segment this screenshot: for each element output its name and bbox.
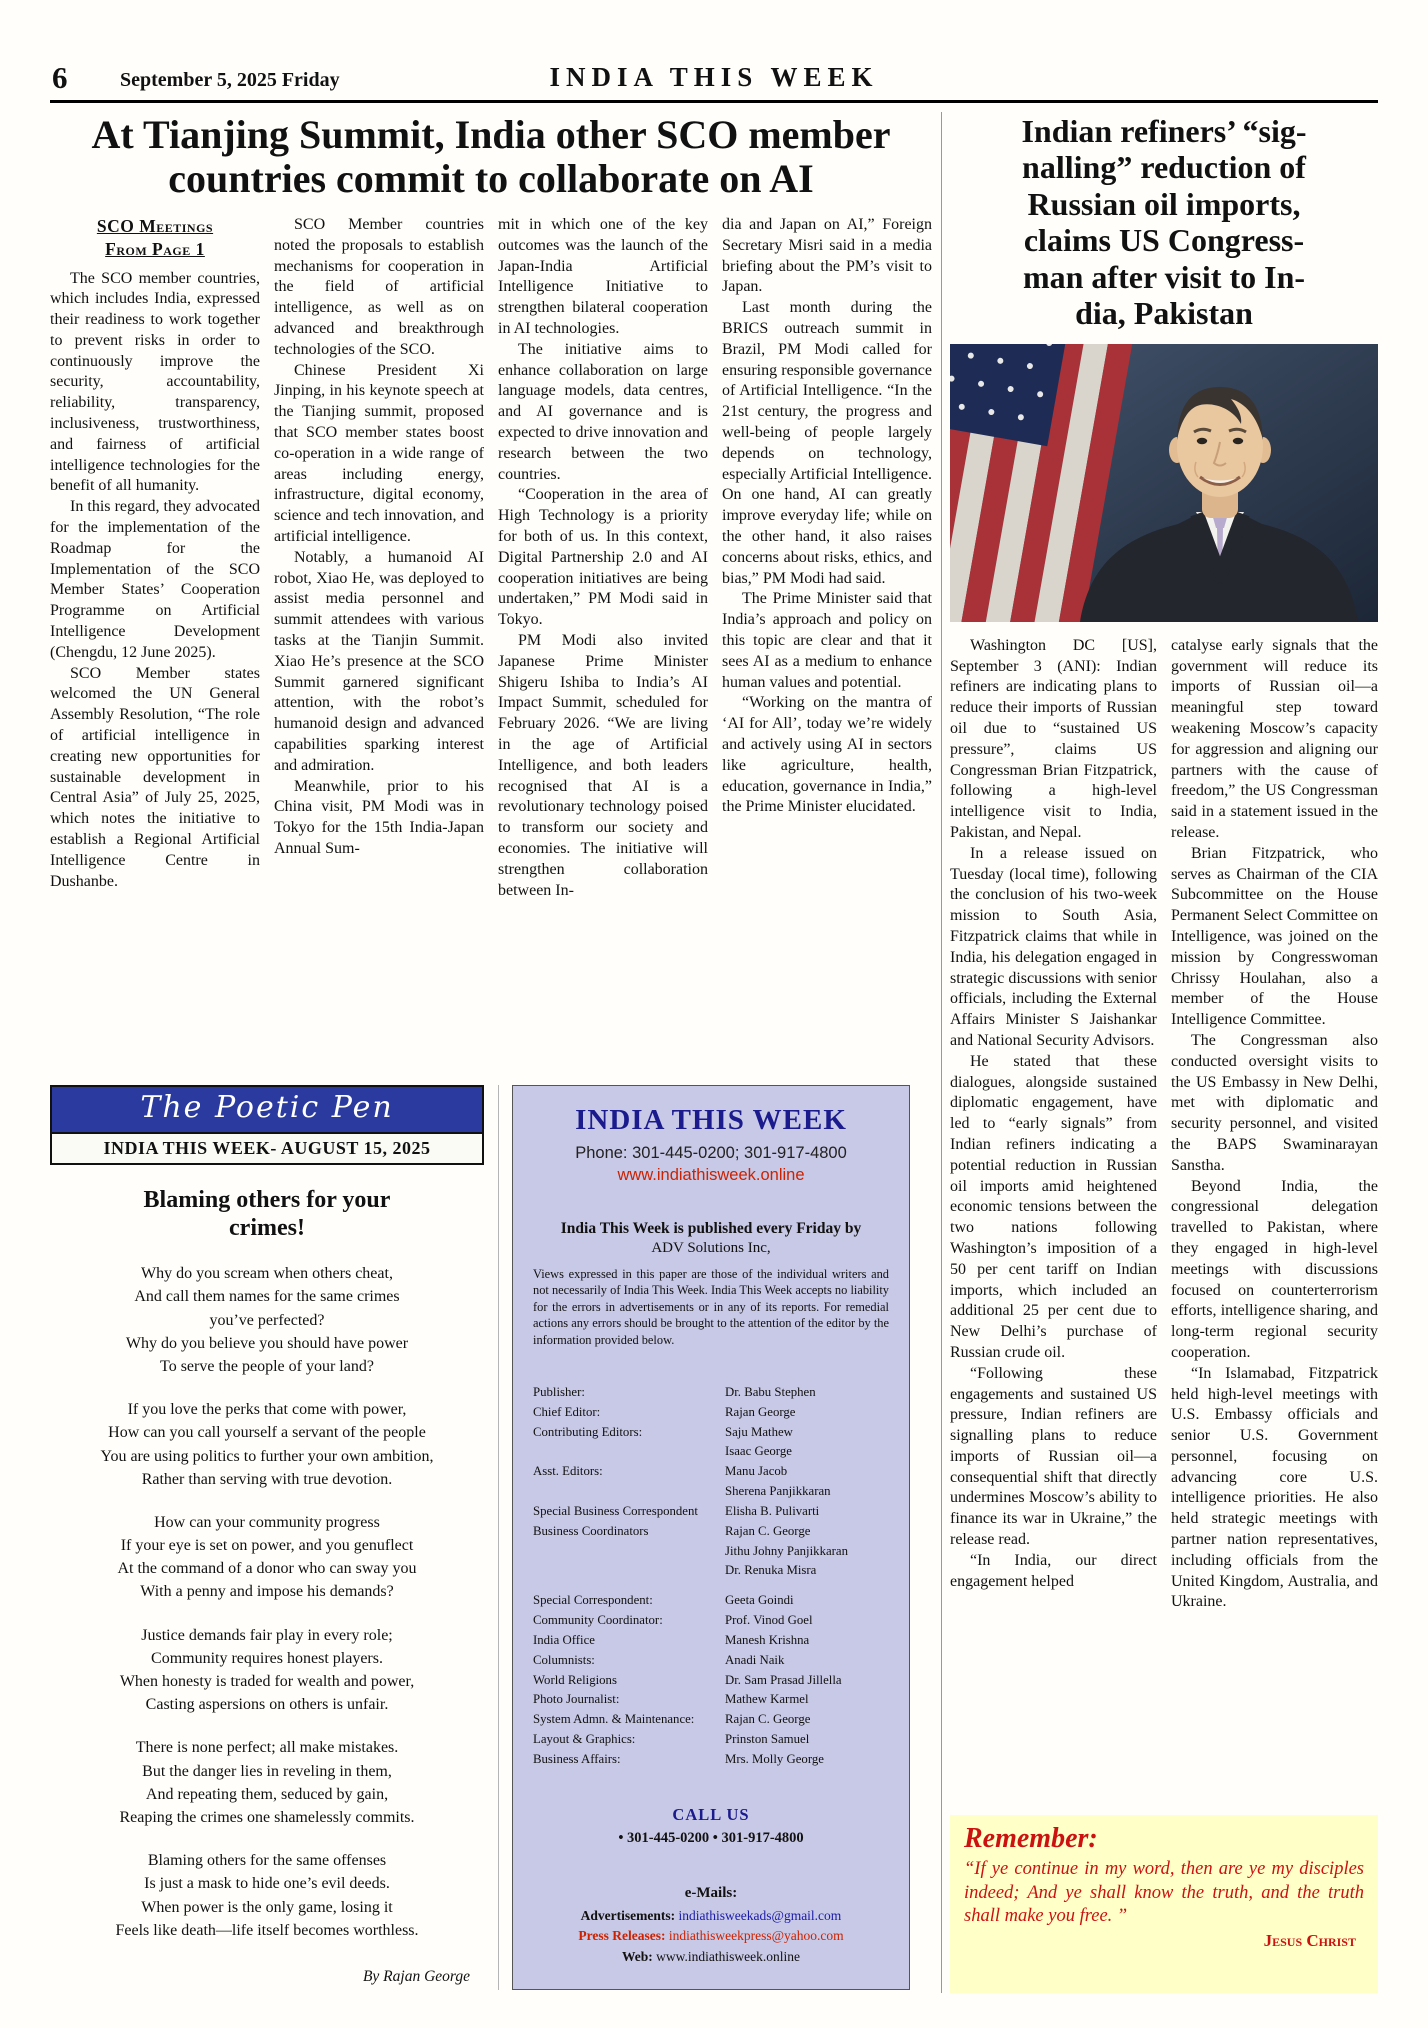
paragraph: SCO Member countries noted the proposals to establish mechanisms for cooperation in the field of artificial intelligence, as well as on advanced and breakthrough technologies of the SCO. <box>274 216 484 358</box>
poem-line: How can you call yourself a servant of the people <box>108 1424 426 1442</box>
staff-name: Rajan George <box>725 1404 796 1419</box>
staff-name: Jithu Johny Panjikkaran <box>725 1543 848 1558</box>
staff-name: Sherena Panjikkaran <box>725 1484 831 1499</box>
paragraph: The Prime Minister said that India’s approach and policy on this topic are clear and that it sees AI as a medium to enhance human values and potential. <box>722 590 932 691</box>
poetic-pen-section <box>50 1085 484 1986</box>
paragraph: “Working on the mantra of ‘AI for All’, today we’re widely and actively using AI in sectors like agriculture, health, education, governance in India,” the Prime Minister elucidated. <box>722 694 932 816</box>
press-email-line <box>533 1926 889 1946</box>
staff-role: India Office <box>533 1632 595 1647</box>
staff-name: Geeta Goindi <box>725 1593 794 1608</box>
poem-line: There is none perfect; all make mistakes. <box>135 1739 399 1757</box>
staff-role: Layout & Graphics: <box>533 1732 636 1747</box>
remember-box <box>950 1815 1378 1993</box>
staff-role: Business Coordinators <box>533 1523 649 1538</box>
staff-name: Manu Jacob <box>725 1464 788 1479</box>
poem-stanza <box>50 1624 484 1717</box>
poem-stanza <box>50 1262 484 1378</box>
staff-role: Special Business Correspondent <box>533 1503 698 1518</box>
staff-row <box>533 1542 889 1562</box>
staff-name: Rajan C. George <box>725 1712 811 1727</box>
article-column <box>50 215 260 1055</box>
paragraph: Beyond India, the congressional delegation travelled to Pakistan, where they engaged in high-level meetings with discussions focused on counterterrorism efforts, intelligence sharing, and long-term regional security cooperation. <box>1171 1177 1378 1361</box>
staff-name: Prinston Samuel <box>725 1732 810 1747</box>
staff-row <box>533 1631 889 1651</box>
headline-line: nalling” reduction of <box>1022 149 1306 186</box>
staff-row <box>533 1383 889 1403</box>
staff-row <box>533 1690 889 1710</box>
poem-line: you’ve perfected? <box>209 1311 325 1329</box>
article-column <box>498 215 708 1055</box>
staff-role: Business Affairs: <box>533 1751 621 1766</box>
poem-line: If you love the perks that come with power, <box>127 1401 407 1419</box>
poem-line: But the danger lies in reveling in them, <box>142 1762 392 1780</box>
staff-name: Mrs. Molly George <box>725 1751 824 1766</box>
press-label: Press Releases: <box>578 1928 666 1944</box>
headline-line: Indian refiners’ “sig- <box>1021 113 1307 149</box>
staff-name: Elisha B. Pulivarti <box>725 1503 820 1518</box>
staff-name: Manesh Krishna <box>725 1632 810 1647</box>
staff-role: Photo Journalist: <box>533 1692 620 1707</box>
staff-role <box>533 1561 725 1581</box>
main-article-columns <box>50 215 932 1055</box>
ads-email-link: indiathisweekads@gmail.com <box>678 1908 842 1924</box>
staff-row <box>533 1423 889 1443</box>
page-header <box>50 55 1378 103</box>
emails-block <box>533 1882 889 1967</box>
vertical-divider <box>498 1085 499 1990</box>
remember-attribution: Jesus Christ <box>1263 1931 1356 1951</box>
staff-row <box>533 1502 889 1522</box>
paragraph: “In Islamabad, Fitzpatrick held high-level meetings with U.S. Embassy officials and senior U.S. Government personnel, focusing on advancing core U.S. intelligence priorities. He also held strategic meetings with partner nation representatives, including officials from the United Kingdom, Australia, and Ukraine. <box>1171 1364 1378 1611</box>
staff-row <box>533 1442 889 1462</box>
poem-line: You are using politics to further your own ambition, <box>100 1447 434 1465</box>
poem-line: Blaming others for the same offenses <box>147 1852 387 1870</box>
paragraph: catalyse early signals that the government will reduce its imports of Russian oil—a meaningful step toward weakening Moscow’s capacity for aggression and aligning our partners with the cause of freedom,” the US Congressman said in a statement issued in the release. <box>1171 636 1378 841</box>
paragraph: “Cooperation in the area of High Technology is a priority for both of us. In this context, Digital Partnership 2.0 and AI cooperation initiatives are being undertaken,” PM Modi said in Tokyo. <box>498 486 708 629</box>
staff-row <box>533 1561 889 1581</box>
headline-line: dia, Pakistan <box>1075 295 1253 332</box>
staff-role: System Admn. & Maintenance: <box>533 1712 695 1727</box>
staff-row <box>533 1730 889 1750</box>
staff-name: Dr. Renuka Misra <box>725 1563 817 1578</box>
headline-line: claims US Congress- <box>1023 222 1305 259</box>
ads-label: Advertisements: <box>580 1908 676 1924</box>
web-url-link: www.indiathisweek.online <box>656 1948 800 1964</box>
poetic-pen-banner: The Poetic Pen <box>52 1087 482 1132</box>
paragraph: PM Modi also invited Japanese Prime Minister Shigeru Ishiba to India’s AI Impact Summit, scheduled for February 2026. “We are living in the age of Artificial Intelligence, and both leaders recognised that AI is a revolutionary technology poised to transform our society and economies. The initiative will strengthen collaboration between In- <box>498 631 708 899</box>
paragraph: dia and Japan on AI,” Foreign Secretary Misri said in a media briefing about the PM’s visit to Japan. <box>722 216 932 296</box>
staff-role: Community Coordinator: <box>533 1613 663 1628</box>
poem-line: Why do you believe you should have power <box>125 1334 409 1352</box>
info-masthead: INDIA THIS WEEK <box>575 1104 847 1136</box>
paragraph: Brian Fitzpatrick, who serves as Chairman of the CIA Subcommittee on the House Permanent Select Committee on Intelligence, was joined on the mission by Congresswoman Chrissy Houlahan, also a member of the House Intelligence Committee. <box>1171 844 1378 1029</box>
emails-heading: e-Mails: <box>684 1884 738 1901</box>
headline-line: man after visit to In- <box>1022 258 1306 295</box>
poem-line: And call them names for the same crimes <box>134 1288 400 1306</box>
article-column <box>722 215 932 1055</box>
poem-line: When honesty is traded for wealth and power, <box>119 1673 415 1690</box>
staff-role: Special Correspondent: <box>533 1593 653 1608</box>
paragraph: mit in which one of the key outcomes was the launch of the Japan-India Artificial Intelligence Initiative to strengthen bilateral cooperation in AI technologies. <box>498 216 708 337</box>
refiners-headline <box>950 113 1378 332</box>
publication-info-box <box>512 1085 910 1990</box>
staff-row <box>533 1482 889 1502</box>
staff-name: Saju Mathew <box>725 1424 793 1439</box>
ads-email-line <box>533 1906 889 1926</box>
web-label: Web: <box>622 1948 653 1964</box>
sco-article <box>50 113 932 1055</box>
staff-name: Isaac George <box>725 1444 792 1459</box>
vertical-divider <box>941 112 942 1993</box>
refiners-article <box>950 113 1378 1786</box>
staff-table <box>533 1383 889 1770</box>
poem-line: At the command of a donor who can sway you <box>117 1560 417 1578</box>
disclaimer-text: Views expressed in this paper are those of the individual writers and not necessarily of India This Week. India This Week accepts no liability for the errors in advertisements or in any of its reports. For remedial actions any errors should be brought to the attention of the editor by the information provided below. <box>533 1267 889 1347</box>
staff-role: Contributing Editors: <box>533 1424 643 1439</box>
paragraph: Last month during the BRICS outreach summit in Brazil, PM Modi called for ensuring responsible governance of Artificial Intelligence. “In the 21st century, the progress and well-being of people largely depends on technology, especially Artificial Intelligence. On one hand, AI can greatly improve everyday life; while on the other hand, it also raises concerns about risks, ethics, and bias,” PM Modi had said. <box>722 299 932 587</box>
staff-name: Anadi Naik <box>725 1652 785 1667</box>
poem-line: To serve the people of your land? <box>160 1357 374 1375</box>
poem-stanzas <box>50 1262 484 1942</box>
poem-stanza <box>50 1398 484 1491</box>
press-email-link: indiathisweekpress@yahoo.com <box>668 1928 844 1944</box>
staff-role <box>533 1542 725 1562</box>
paragraph: The SCO member countries, which includes India, expressed their readiness to work together to prevent risks in order to continuously improve the security, accountability, reliability, transparency, inclusiveness, trustworthiness, and fairness of artificial intelligence technologies for the benefit of all humanity. <box>50 269 260 495</box>
staff-row <box>533 1750 889 1770</box>
poem-line: How can your community progress <box>154 1513 380 1531</box>
poem-stanza <box>50 1736 484 1829</box>
info-website-link: www.indiathisweek.online <box>617 1166 805 1184</box>
poem-line: Is just a mask to hide one’s evil deeds. <box>144 1875 390 1893</box>
paragraph: Meanwhile, prior to his China visit, PM Modi was in Tokyo for the 15th India-Japan Annual Sum- <box>274 777 484 857</box>
publisher-company: ADV Solutions Inc, <box>651 1240 771 1257</box>
headline-line: Russian oil imports, <box>1027 185 1301 222</box>
kicker-line: SCO Meetings <box>96 216 214 236</box>
poetic-pen-subtitle: INDIA THIS WEEK- AUGUST 15, 2025 <box>52 1132 482 1163</box>
poem-stanza <box>50 1849 484 1942</box>
paragraph: The Congressman also conducted oversight visits to the US Embassy in New Delhi, met with diplomatic and security personnel, and visited the BAPS Swaminarayan Sanstha. <box>1171 1031 1378 1174</box>
congressman-photo <box>950 344 1378 622</box>
staff-role <box>533 1482 725 1502</box>
staff-role: Publisher: <box>533 1384 585 1399</box>
remember-quote: “If ye continue in my word, then are ye my disciples indeed; And ye shall know the truth, and the truth shall make you free. ” <box>964 1859 1364 1927</box>
article-column <box>1171 636 1378 1786</box>
staff-role <box>533 1442 725 1462</box>
poem-line: Reaping the crimes one shamelessly commits. <box>119 1808 415 1826</box>
paragraph: Chinese President Xi Jinping, in his keynote speech at the Tianjing summit, proposed that SCO member states boost co-operation in a wide range of areas including energy, infrastructure, digital economy, science and tech innovation, and artificial intelligence. <box>274 361 484 545</box>
paragraph: In a release issued on Tuesday (local time), following the conclusion of his two-week mission to South Asia, Fitzpatrick claims that while in India, his delegation engaged in strategic discussions with senior officials, including the External Affairs Minister S Jaishankar and National Security Advisors. <box>950 844 1157 1049</box>
info-phone: Phone: 301-445-0200; 301-917-4800 <box>575 1144 847 1162</box>
staff-role: World Religions <box>533 1672 617 1687</box>
paragraph: The initiative aims to enhance collaboration on large language models, data centres, and AI governance and is expected to drive innovation and research between the two countries. <box>498 340 708 483</box>
poem-line: Feels like death—life itself becomes worthless. <box>115 1921 419 1939</box>
staff-role: Chief Editor: <box>533 1404 601 1419</box>
web-line <box>533 1947 889 1967</box>
poem-line: Rather than serving with true devotion. <box>141 1470 393 1488</box>
published-line: India This Week is published every Friday by <box>560 1220 862 1238</box>
poem-line: If your eye is set on power, and you genuflect <box>120 1537 414 1555</box>
publishing-statement <box>533 1220 889 1348</box>
paragraph: He stated that these dialogues, alongside sustained diplomatic engagement, have led to “early signals” from Indian refiners indicating a potential reduction in Russian oil imports amid heightened economic tensions between the two nations following Washington’s imposition of a 50 per cent tariff on Indian imports, which included an additional 25 per cent due to New Delhi’s purchase of Russian crude oil. <box>950 1052 1157 1361</box>
staff-row <box>533 1522 889 1542</box>
staff-role: Columnists: <box>533 1652 595 1667</box>
page-date: September 5, 2025 Friday <box>120 69 340 91</box>
staff-role: Asst. Editors: <box>533 1464 603 1479</box>
call-us-block <box>533 1805 889 1847</box>
congressman-portrait-graphic <box>950 344 1378 622</box>
call-us-numbers: • 301-445-0200 • 301-917-4800 <box>618 1829 804 1846</box>
refiners-columns <box>950 636 1378 1786</box>
staff-row <box>533 1462 889 1482</box>
poem-byline: By Rajan George <box>362 1967 470 1985</box>
poem-title: Blaming others for your crimes! <box>143 1187 391 1241</box>
paragraph: Washington DC [US], September 3 (ANI): Indian refiners are indicating plans to reduce their imports of Russian oil due to “sustained US pressure”, claims US Congressman Brian Fitzpatrick, following a high-level intelligence visit to India, Pakistan, and Nepal. <box>950 636 1157 841</box>
staff-name: Dr. Babu Stephen <box>725 1384 816 1399</box>
staff-name: Prof. Vinod Goel <box>725 1613 813 1628</box>
poem-line: Why do you scream when others cheat, <box>141 1265 393 1283</box>
call-us-heading: CALL US <box>672 1804 750 1824</box>
kicker-line: From Page 1 <box>105 238 205 259</box>
staff-row <box>533 1591 889 1611</box>
staff-name: Dr. Sam Prasad Jillella <box>725 1672 842 1687</box>
paragraph: SCO Member states welcomed the UN General Assembly Resolution, “The role of artificial intelligence in creating new opportunities for sustainable development in Central Asia” of July 25, 2025, which notes the initiative to establish a Regional Artificial Intelligence Centre in Dushanbe. <box>50 664 260 890</box>
article-column <box>950 636 1157 1786</box>
poetic-pen-header <box>50 1085 484 1165</box>
sco-headline: At Tianjing Summit, India other SCO member countries commit to collaborate on AI <box>91 112 891 201</box>
poem-line: Casting aspersions on others is unfair. <box>145 1696 389 1714</box>
paragraph: Notably, a humanoid AI robot, Xiao He, was deployed to assist media personnel and summit attendees with various tasks at the Tianjin Summit. Xiao He’s presence at the SCO Summit garnered significant attention, with the robot’s humanoid design and advanced capabilities sparking interest and admiration. <box>274 548 484 774</box>
paragraph: “In India, our direct engagement helped <box>950 1551 1157 1590</box>
poem-line: And repeating them, seduced by gain, <box>145 1785 389 1803</box>
staff-name: Rajan C. George <box>725 1523 811 1538</box>
masthead-title: INDIA THIS WEEK <box>549 62 879 92</box>
staff-row <box>533 1651 889 1671</box>
info-box-masthead-block <box>533 1104 889 1185</box>
continued-from-kicker <box>50 215 260 261</box>
paragraph: In this regard, they advocated for the implementation of the Roadmap for the Implementation of the SCO Member States’ Cooperation Programme on Artificial Intelligence Development (Chengdu, 12 June 2025). <box>50 498 260 661</box>
remember-title: Remember: <box>964 1823 1098 1854</box>
poem-line: Community requires honest players. <box>151 1649 383 1667</box>
page-number: 6 <box>52 60 68 95</box>
poem-stanza <box>50 1511 484 1604</box>
staff-row <box>533 1671 889 1691</box>
staff-row <box>533 1710 889 1730</box>
staff-row <box>533 1611 889 1631</box>
article-column <box>274 215 484 1055</box>
paragraph: “Following these engagements and sustained US pressure, Indian refiners are signalling plans to reduce imports of Russian oil—a consequential shift that directly undermines Moscow’s ability to finance its war in Ukraine,” the release read. <box>950 1364 1157 1549</box>
poem-line: When power is the only game, losing it <box>141 1898 393 1916</box>
poem-line: With a penny and impose his demands? <box>140 1583 394 1601</box>
staff-row <box>533 1403 889 1423</box>
staff-name: Mathew Karmel <box>725 1692 809 1707</box>
poem-line: Justice demands fair play in every role; <box>141 1626 393 1644</box>
